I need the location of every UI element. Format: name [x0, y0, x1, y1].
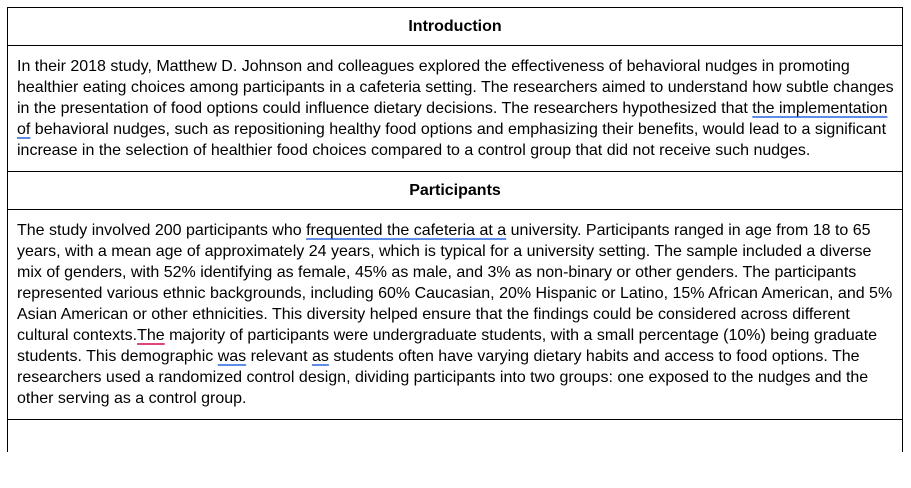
introduction-body-row: [8, 46, 903, 172]
next-section-cell[interactable]: [8, 420, 903, 453]
text-segment: behavioral nudges, such as repositioning healthy food options and emphasizing their benefits, would lead to a significant increase in the selection of healthier food choices compared to a control group that did not receive such nudges.: [17, 121, 887, 159]
introduction-paragraph[interactable]: [8, 46, 903, 172]
text-segment: The study involved 200 participants who: [17, 222, 307, 239]
text-segment: university. Participants ranged in age from 18 to 65 years, with a mean age of approximately 24 years, which is typical for a university setting. The sample included a diverse mix of genders, with 52% identifying as female, 45% as male, and 3% as non-binary or other genders. The participants represented various ethnic backgrounds, including 60% Caucasian, 20% Hispanic or Latino, 15% African American, and 5% Asian American or other ethnicities. This diversity helped ensure that the findings could be considered across different cultural contexts.: [17, 222, 893, 344]
grammar-suggestion-underline[interactable]: the implementation of: [17, 100, 888, 138]
participants-header-row: [8, 172, 903, 210]
participants-paragraph[interactable]: [8, 210, 903, 420]
participants-body-row: [8, 210, 903, 420]
grammar-suggestion-underline[interactable]: as: [311, 348, 329, 365]
introduction-header-row: [8, 8, 903, 46]
document-table: [7, 7, 903, 452]
grammar-suggestion-underline[interactable]: was: [217, 348, 247, 365]
introduction-heading[interactable]: Introduction: [8, 8, 903, 46]
spelling-error-underline[interactable]: The: [137, 327, 165, 344]
next-section-row: [8, 420, 903, 453]
participants-heading[interactable]: Participants: [8, 172, 903, 210]
text-segment: In their 2018 study, Matthew D. Johnson and colleagues explored the effectiveness of behavioral nudges in promoting healthier eating choices among participants in a cafeteria setting. The researchers aimed to understand how subtle changes in the presentation of food options could influence dietary decisions. The researchers hypothesized that: [17, 58, 894, 117]
text-segment: students often have varying dietary habits and access to food options. The researchers used a randomized control design, dividing participants into two groups: one exposed to the nudges and the other serving as a control group.: [17, 348, 869, 407]
text-segment: relevant: [246, 348, 312, 365]
grammar-suggestion-underline[interactable]: frequented the cafeteria at a: [306, 222, 507, 239]
text-segment: majority of participants were undergraduate students, with a small percentage (10%) being graduate students. This demographic: [17, 327, 878, 365]
